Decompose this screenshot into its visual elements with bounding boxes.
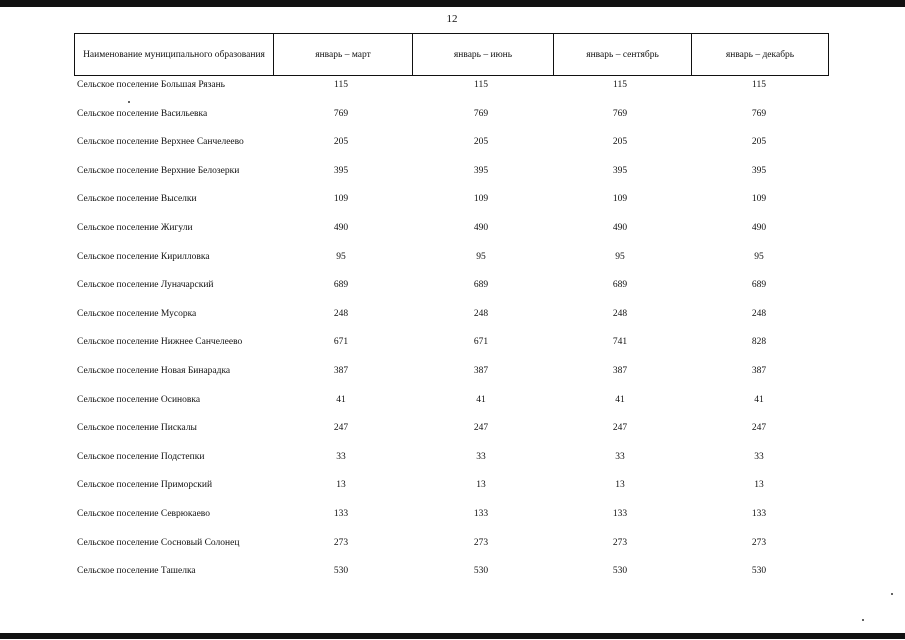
- header-jan-dec: январь – декабрь: [691, 34, 828, 75]
- row-value-q4: 33: [754, 451, 764, 462]
- row-municipality-name: Сельское поселение Большая Рязань: [77, 80, 225, 90]
- table-row: [74, 163, 829, 192]
- row-value-q2: 247: [473, 423, 489, 434]
- row-value-q4: 689: [751, 280, 767, 291]
- header-municipality-name: Наименование муниципального образования: [83, 49, 265, 60]
- row-value-q1: 490: [333, 222, 349, 233]
- row-municipality-name: Сельское поселение Верхние Белозерки: [77, 165, 240, 176]
- row-value-q2: 41: [476, 394, 486, 405]
- row-value-q4: 273: [751, 537, 767, 548]
- row-municipality-name: Сельское поселение Кирилловка: [77, 251, 210, 262]
- row-municipality-name: Сельское поселение Васильевка: [77, 108, 208, 119]
- row-municipality-name: Сельское поселение Севрюкаево: [77, 508, 210, 519]
- page-number: 12: [446, 13, 458, 25]
- row-value-q2: 248: [473, 308, 489, 319]
- row-value-q4: 248: [751, 308, 767, 319]
- row-value-q4: 95: [754, 251, 764, 262]
- row-municipality-name: Сельское поселение Пискалы: [77, 423, 197, 434]
- row-value-q3: 247: [612, 423, 628, 434]
- top-border-rule: [0, 0, 905, 7]
- row-municipality-name: Сельское поселение Луначарский: [77, 280, 214, 291]
- row-municipality-name: Сельское поселение Мусорка: [77, 308, 197, 319]
- header-jan-mar: январь – март: [273, 34, 412, 75]
- row-value-q1: 205: [333, 137, 349, 148]
- row-value-q2: 273: [473, 537, 489, 548]
- row-value-q4: 769: [751, 108, 767, 119]
- row-municipality-name: Сельское поселение Сосновый Солонец: [77, 537, 240, 548]
- header-jan-jun: январь – июнь: [412, 34, 553, 75]
- row-value-q1: 33: [336, 451, 346, 462]
- table-row: [74, 134, 829, 163]
- row-value-q4: 828: [751, 337, 767, 348]
- row-value-q1: 133: [333, 508, 349, 519]
- row-value-q1: 247: [333, 423, 349, 434]
- row-value-q2: 95: [476, 251, 486, 262]
- row-value-q3: 33: [615, 451, 625, 462]
- scan-speck: [862, 619, 864, 621]
- row-municipality-name: Сельское поселение Верхнее Санчелеево: [77, 137, 244, 148]
- row-value-q2: 133: [473, 508, 489, 519]
- row-value-q3: 133: [612, 508, 628, 519]
- row-municipality-name: Сельское поселение Приморский: [77, 480, 213, 491]
- row-value-q4: 115: [752, 80, 766, 90]
- row-value-q2: 530: [473, 566, 489, 577]
- table-row: [74, 535, 829, 564]
- scan-speck: [891, 593, 893, 595]
- row-value-q1: 95: [336, 251, 346, 262]
- row-value-q1: 109: [333, 194, 349, 205]
- row-value-q2: 13: [476, 480, 486, 491]
- table-row: [74, 77, 829, 106]
- row-value-q4: 13: [754, 480, 764, 491]
- table-row: [74, 306, 829, 335]
- row-value-q2: 769: [473, 108, 489, 119]
- table-row: [74, 277, 829, 306]
- row-municipality-name: Сельское поселение Новая Бинарадка: [77, 365, 231, 376]
- row-value-q3: 490: [612, 222, 628, 233]
- row-value-q1: 273: [333, 537, 349, 548]
- row-value-q2: 109: [473, 194, 489, 205]
- row-value-q2: 671: [473, 337, 489, 348]
- table-header: [74, 33, 829, 76]
- row-value-q3: 95: [615, 251, 625, 262]
- row-municipality-name: Сельское поселение Выселки: [77, 194, 197, 205]
- row-value-q2: 395: [473, 165, 489, 176]
- row-value-q3: 41: [615, 394, 625, 405]
- row-value-q1: 41: [336, 394, 346, 405]
- row-value-q4: 530: [751, 566, 767, 577]
- table-row: [74, 249, 829, 278]
- row-value-q4: 205: [751, 137, 767, 148]
- row-value-q3: 387: [612, 365, 628, 376]
- header-jan-sep: январь – сентябрь: [553, 34, 691, 75]
- table-row: [74, 106, 829, 135]
- row-value-q2: 115: [474, 80, 488, 90]
- row-value-q4: 395: [751, 165, 767, 176]
- row-value-q4: 133: [751, 508, 767, 519]
- table-row: [74, 363, 829, 392]
- row-municipality-name: Сельское поселение Подстепки: [77, 451, 205, 462]
- table-body: [74, 77, 829, 592]
- row-value-q3: 395: [612, 165, 628, 176]
- row-value-q3: 248: [612, 308, 628, 319]
- row-municipality-name: Сельское поселение Ташелка: [77, 566, 196, 577]
- table-row: [74, 220, 829, 249]
- table-row: [74, 392, 829, 421]
- row-value-q3: 273: [612, 537, 628, 548]
- row-value-q3: 530: [612, 566, 628, 577]
- scan-speck: [128, 101, 130, 103]
- row-municipality-name: Сельское поселение Нижнее Санчелеево: [77, 337, 243, 348]
- table-row: [74, 191, 829, 220]
- row-value-q3: 205: [612, 137, 628, 148]
- row-value-q4: 109: [751, 194, 767, 205]
- row-value-q2: 33: [476, 451, 486, 462]
- row-value-q3: 115: [613, 80, 627, 90]
- row-value-q1: 395: [333, 165, 349, 176]
- row-value-q2: 387: [473, 365, 489, 376]
- row-value-q1: 13: [336, 480, 346, 491]
- row-value-q3: 689: [612, 280, 628, 291]
- row-value-q1: 115: [334, 80, 348, 90]
- row-value-q1: 689: [333, 280, 349, 291]
- row-value-q1: 387: [333, 365, 349, 376]
- row-value-q2: 490: [473, 222, 489, 233]
- row-value-q3: 769: [612, 108, 628, 119]
- bottom-border-rule: [0, 633, 905, 639]
- row-value-q4: 490: [751, 222, 767, 233]
- row-value-q2: 689: [473, 280, 489, 291]
- table-row: [74, 420, 829, 449]
- table-row: [74, 477, 829, 506]
- table-row: [74, 563, 829, 592]
- row-value-q4: 387: [751, 365, 767, 376]
- row-value-q1: 671: [333, 337, 349, 348]
- row-municipality-name: Сельское поселение Осиновка: [77, 394, 201, 405]
- table-row: [74, 334, 829, 363]
- table-row: [74, 449, 829, 478]
- row-value-q1: 248: [333, 308, 349, 319]
- row-value-q2: 205: [473, 137, 489, 148]
- row-value-q3: 109: [612, 194, 628, 205]
- table-row: [74, 506, 829, 535]
- row-value-q4: 41: [754, 394, 764, 405]
- row-value-q3: 741: [612, 337, 628, 348]
- row-value-q1: 530: [333, 566, 349, 577]
- row-value-q3: 13: [615, 480, 625, 491]
- row-municipality-name: Сельское поселение Жигули: [77, 222, 193, 233]
- row-value-q4: 247: [751, 423, 767, 434]
- row-value-q1: 769: [333, 108, 349, 119]
